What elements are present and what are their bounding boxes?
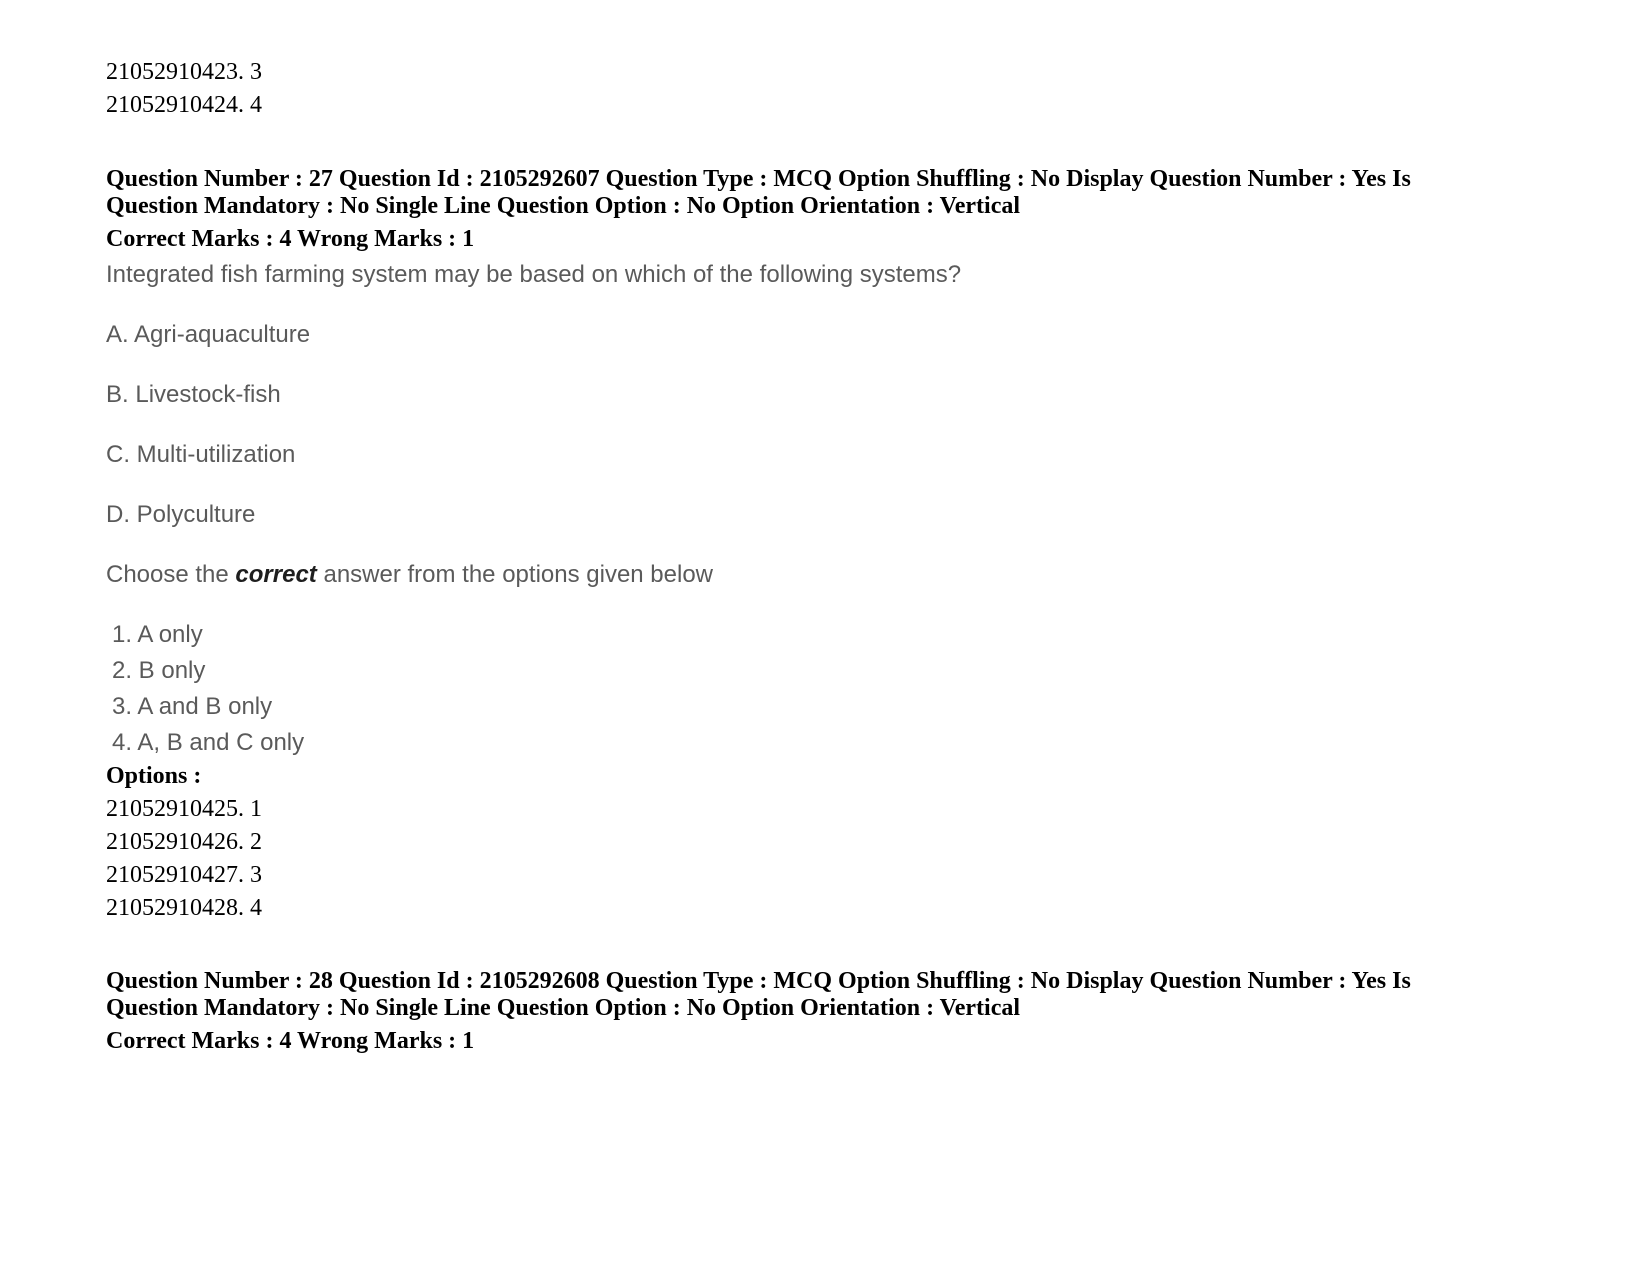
- prev-option-4: 21052910424. 4: [106, 92, 262, 118]
- q28-header-line1: Question Number : 28 Question Id : 2105292608 Question Type : MCQ Option Shuffling : No Display Question Number : Yes Is: [106, 968, 1411, 994]
- q27-choice-2: 2. B only: [112, 657, 206, 684]
- choose-suffix: answer from the options given below: [316, 561, 714, 588]
- prev-option-3: 21052910423. 3: [106, 59, 262, 85]
- q28-marks: Correct Marks : 4 Wrong Marks : 1: [106, 1028, 475, 1054]
- q27-marks: Correct Marks : 4 Wrong Marks : 1: [106, 226, 475, 252]
- q27-choice-1: 1. A only: [112, 621, 203, 648]
- q27-statement-b: B. Livestock-fish: [106, 381, 281, 408]
- q27-statement-d: D. Polyculture: [106, 501, 256, 528]
- q27-choice-4: 4. A, B and C only: [112, 729, 305, 756]
- q27-choose-instruction: [106, 560, 713, 590]
- q27-option-3: 21052910427. 3: [106, 862, 262, 888]
- q27-choice-3: 3. A and B only: [112, 693, 273, 720]
- q27-header-line2: Question Mandatory : No Single Line Question Option : No Option Orientation : Vertical: [106, 193, 1021, 219]
- choose-emphasis: correct: [235, 561, 317, 588]
- q27-statement-c: C. Multi-utilization: [106, 441, 296, 468]
- q27-options-label: Options :: [106, 763, 202, 789]
- choose-prefix: Choose the: [106, 561, 236, 588]
- q27-option-2: 21052910426. 2: [106, 829, 262, 855]
- q27-statement-a: A. Agri-aquaculture: [106, 321, 311, 348]
- q27-option-4: 21052910428. 4: [106, 895, 262, 921]
- q27-header-line1: Question Number : 27 Question Id : 2105292607 Question Type : MCQ Option Shuffling : No Display Question Number : Yes Is: [106, 166, 1411, 192]
- q28-header-line2: Question Mandatory : No Single Line Question Option : No Option Orientation : Vertical: [106, 995, 1021, 1021]
- q27-question-text: Integrated fish farming system may be based on which of the following systems?: [106, 261, 962, 288]
- q27-option-1: 21052910425. 1: [106, 796, 262, 822]
